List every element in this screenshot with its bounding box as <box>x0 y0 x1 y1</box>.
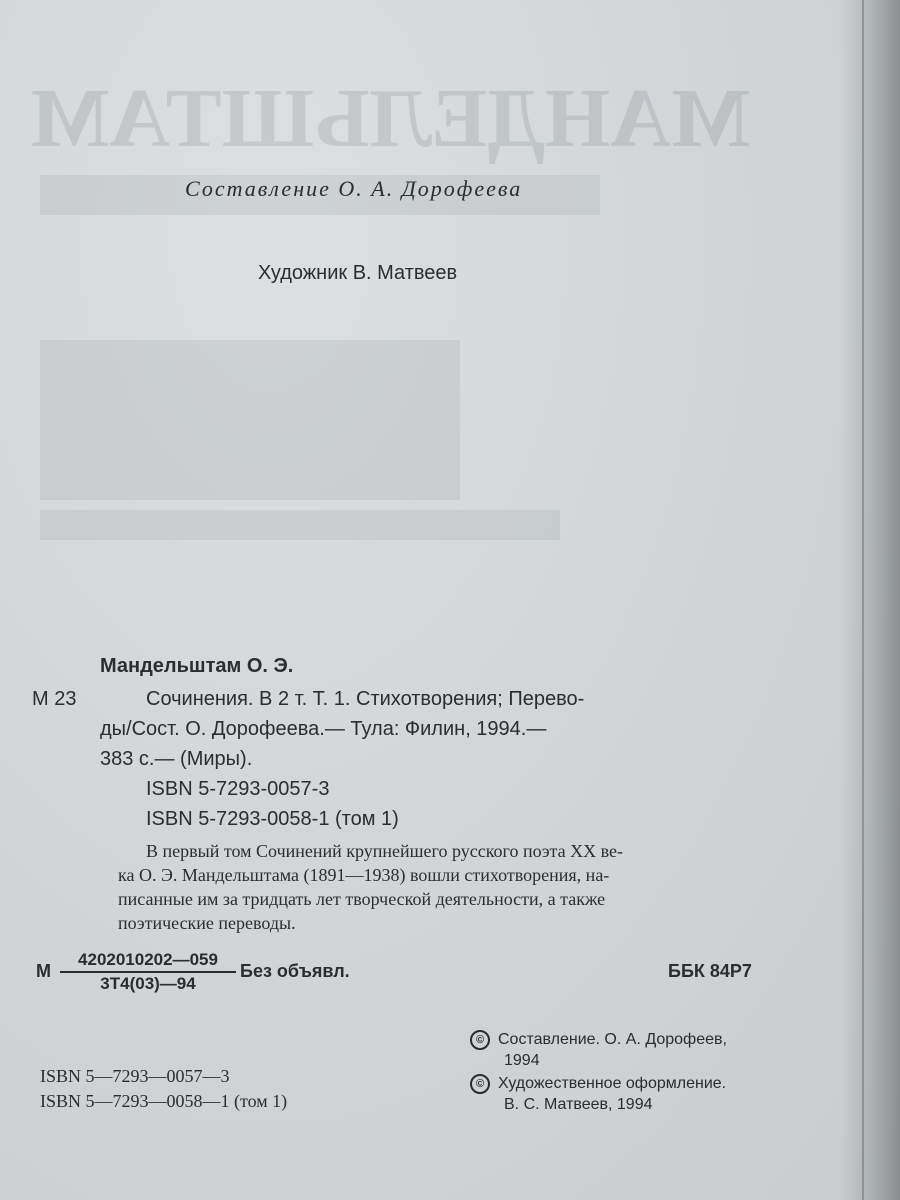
copyright-compilation-line-1: Составление. О. А. Дорофеев, <box>498 1031 727 1049</box>
footer-isbn-2: ISBN 5—7293—0058—1 (том 1) <box>40 1091 288 1111</box>
index-letter: М <box>36 961 51 981</box>
copyright-icon: © <box>470 1030 490 1050</box>
catalog-description-line-3: 383 с.— (Миры). <box>100 748 253 770</box>
index-fraction <box>60 950 236 994</box>
annotation-line-1: В первый том Сочинений крупнейшего русского поэта XX ве- <box>146 841 623 861</box>
copyright-compilation-line-2: 1994 <box>504 1052 540 1069</box>
copyright-icon: © <box>470 1074 490 1094</box>
catalog-description-line-2: ды/Сост. О. Дорофеева.— Тула: Филин, 1994.— <box>100 718 547 740</box>
page-fold-shadow <box>840 0 900 1200</box>
copyright-design-line-1: Художественное оформление. <box>498 1075 727 1093</box>
annotation-line-4: поэтические переводы. <box>118 913 296 933</box>
footer-isbn-1: ISBN 5—7293—0057—3 <box>40 1066 230 1086</box>
catalog-isbn-2: ISBN 5-7293-0058-1 (том 1) <box>146 808 399 830</box>
copyright-compilation <box>470 1030 727 1050</box>
annotation-line-2: ка О. Э. Мандельштама (1891—1938) вошли стихотворения, на- <box>118 865 610 885</box>
catalog-author: Мандельштам О. Э. <box>100 655 294 677</box>
index-numerator: 4202010202—059 <box>60 950 236 973</box>
index-denominator: 3Т4(03)—94 <box>100 974 196 993</box>
bleed-through-strip <box>40 510 560 540</box>
catalog-isbn-1: ISBN 5-7293-0057-3 <box>146 778 330 800</box>
bbk-code: ББК 84Р7 <box>668 961 752 981</box>
copyright-design-author <box>504 1096 653 1114</box>
bleed-through-frame <box>40 340 460 500</box>
copyright-compilation-year <box>504 1052 540 1070</box>
copyright-design <box>470 1074 726 1094</box>
annotation-line-3: писанные им за тридцать лет творческой деятельности, а также <box>118 889 606 909</box>
copyright-design-line-2: В. С. Матвеев, 1994 <box>504 1096 653 1113</box>
index-note: Без объявл. <box>240 961 350 981</box>
compiler-credit: Составление О. А. Дорофеева <box>185 176 523 201</box>
bleed-through-ghost: МАНДЕЛЬШТАМ <box>30 72 751 165</box>
catalog-code: М 23 <box>32 688 77 710</box>
artist-credit: Художник В. Матвеев <box>258 262 458 284</box>
catalog-description-line-1: Сочинения. В 2 т. Т. 1. Стихотворения; Перево- <box>146 688 585 710</box>
